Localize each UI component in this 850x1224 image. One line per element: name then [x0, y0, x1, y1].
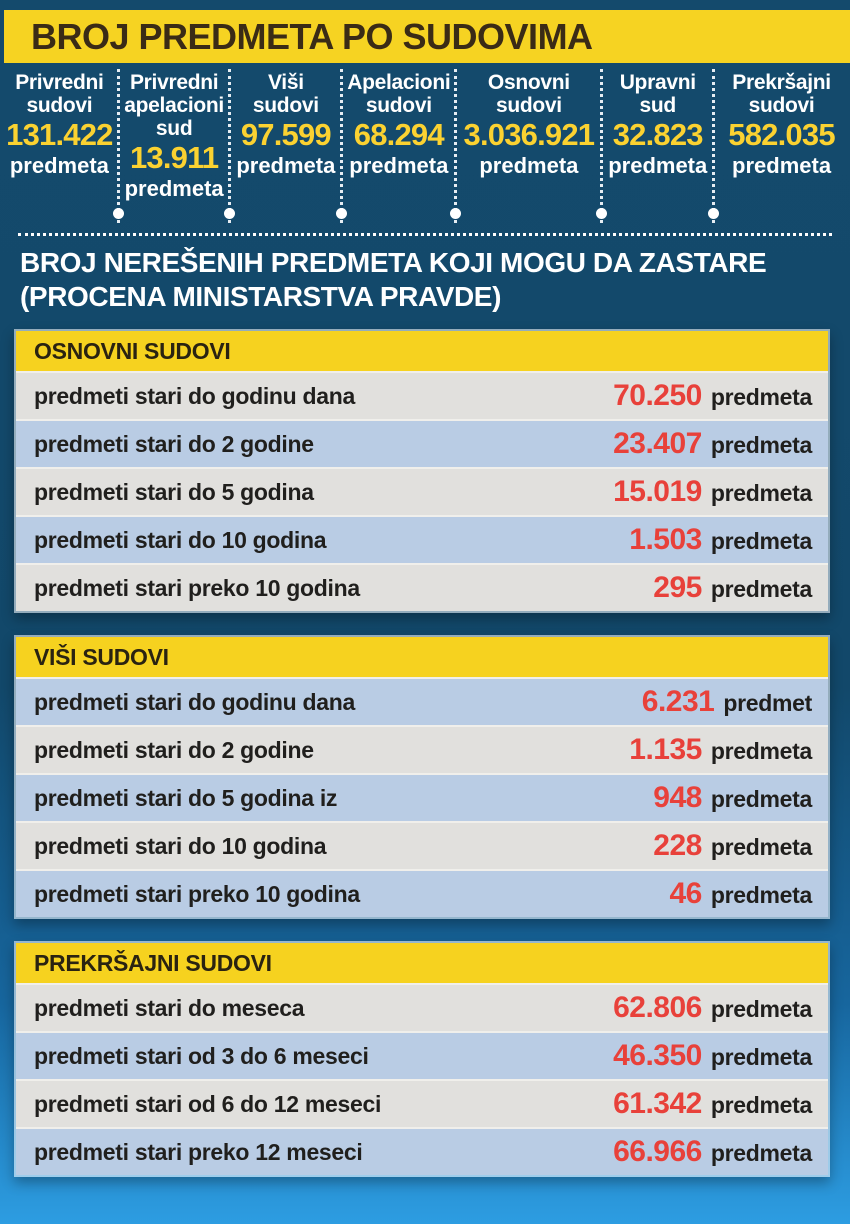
- court-name: Upravni sud: [619, 71, 696, 118]
- table-row: [16, 515, 828, 563]
- court-table: [14, 329, 830, 613]
- row-value-group: [613, 1039, 812, 1073]
- row-unit-label: predmeta: [710, 432, 812, 459]
- divider-dot-icon: [450, 208, 461, 219]
- row-value-group: [642, 685, 812, 719]
- row-label: predmeti stari do 10 godina: [34, 832, 327, 859]
- divider-dot-icon: [708, 208, 719, 219]
- row-unit-label: predmet: [723, 690, 812, 717]
- court-unit-label: predmeta: [236, 152, 336, 178]
- court-stat: [340, 69, 454, 223]
- court-case-count: 3.036.921: [463, 117, 595, 153]
- court-name: Privredni sudovi: [15, 71, 104, 118]
- row-label: predmeti stari do godinu dana: [34, 382, 355, 409]
- row-unit-label: predmeta: [710, 576, 812, 603]
- row-unit-label: predmeta: [710, 996, 812, 1023]
- court-case-count: 32.823: [612, 117, 703, 153]
- row-label: predmeti stari do 2 godine: [34, 736, 314, 763]
- row-case-count: 948: [653, 781, 702, 815]
- section-title-line2: (PROCENA MINISTARSTVA PRAVDE): [20, 280, 501, 312]
- section-title: [20, 246, 830, 313]
- row-label: predmeti stari od 6 do 12 meseci: [34, 1090, 382, 1117]
- dotted-separator: [18, 233, 832, 236]
- court-stat: [2, 69, 117, 223]
- row-value-group: [629, 733, 812, 767]
- table-header: PREKRŠAJNI SUDOVI: [16, 943, 828, 983]
- row-label: predmeti stari preko 10 godina: [34, 574, 360, 601]
- row-unit-label: predmeta: [710, 738, 812, 765]
- court-unit-label: predmeta: [349, 152, 449, 178]
- court-unit-label: predmeta: [479, 152, 579, 178]
- court-case-count: 68.294: [353, 117, 444, 153]
- row-case-count: 1.503: [629, 523, 702, 557]
- row-case-count: 23.407: [613, 427, 702, 461]
- table-row: [16, 677, 828, 725]
- row-case-count: 61.342: [613, 1087, 702, 1121]
- row-case-count: 295: [653, 571, 702, 605]
- divider-dot-icon: [336, 208, 347, 219]
- section-title-line1: BROJ NEREŠENIH PREDMETA KOJI MOGU DA ZASTARE: [20, 247, 767, 278]
- row-value-group: [669, 877, 812, 911]
- row-case-count: 66.966: [613, 1135, 702, 1169]
- court-name: Prekršajni sudovi: [732, 71, 831, 118]
- row-unit-label: predmeta: [710, 834, 812, 861]
- table-row: [16, 371, 828, 419]
- court-stat: [712, 69, 848, 223]
- row-label: predmeti stari do 10 godina: [34, 526, 327, 553]
- table-header: VIŠI SUDOVI: [16, 637, 828, 677]
- row-case-count: 1.135: [629, 733, 702, 767]
- row-unit-label: predmeta: [710, 480, 812, 507]
- row-case-count: 228: [653, 829, 702, 863]
- row-unit-label: predmeta: [710, 786, 812, 813]
- divider-dot-icon: [596, 208, 607, 219]
- court-unit-label: predmeta: [124, 175, 224, 201]
- row-unit-label: predmeta: [710, 1140, 812, 1167]
- table-row: [16, 773, 828, 821]
- row-value-group: [613, 1135, 812, 1169]
- row-label: predmeti stari do meseca: [34, 994, 305, 1021]
- court-stat: [454, 69, 600, 223]
- court-name: Apelacioni sudovi: [347, 71, 451, 118]
- row-value-group: [613, 1087, 812, 1121]
- table-row: [16, 983, 828, 1031]
- row-unit-label: predmeta: [710, 384, 812, 411]
- court-name: Viši sudovi: [252, 71, 319, 118]
- table-row: [16, 1127, 828, 1175]
- row-value-group: [613, 991, 812, 1025]
- row-case-count: 62.806: [613, 991, 702, 1025]
- table-header: OSNOVNI SUDOVI: [16, 331, 828, 371]
- court-case-count: 131.422: [6, 117, 113, 153]
- court-stat: [228, 69, 340, 223]
- row-label: predmeti stari do 2 godine: [34, 430, 314, 457]
- table-row: [16, 419, 828, 467]
- table-row: [16, 869, 828, 917]
- court-unit-label: predmeta: [732, 152, 832, 178]
- row-value-group: [629, 523, 812, 557]
- court-case-count: 97.599: [240, 117, 331, 153]
- row-case-count: 46: [669, 877, 702, 911]
- row-value-group: [613, 379, 812, 413]
- court-case-count: 13.911: [129, 140, 219, 176]
- row-value-group: [653, 781, 812, 815]
- row-case-count: 46.350: [613, 1039, 702, 1073]
- court-table: [14, 635, 830, 919]
- table-row: [16, 1031, 828, 1079]
- row-value-group: [613, 427, 812, 461]
- divider-dot-icon: [224, 208, 235, 219]
- row-value-group: [653, 571, 812, 605]
- row-value-group: [613, 475, 812, 509]
- row-value-group: [653, 829, 812, 863]
- main-title-bar: [4, 10, 850, 63]
- court-unit-label: predmeta: [9, 152, 109, 178]
- court-stat: [600, 69, 712, 223]
- row-unit-label: predmeta: [710, 1092, 812, 1119]
- row-label: predmeti stari preko 12 meseci: [34, 1138, 363, 1165]
- court-stat: [117, 69, 229, 223]
- row-unit-label: predmeta: [710, 528, 812, 555]
- row-label: predmeti stari do godinu dana: [34, 688, 355, 715]
- table-row: [16, 821, 828, 869]
- court-name: Privredni apelacioni sud: [124, 71, 224, 141]
- row-unit-label: predmeta: [710, 1044, 812, 1071]
- row-label: predmeti stari od 3 do 6 meseci: [34, 1042, 369, 1069]
- row-case-count: 15.019: [613, 475, 702, 509]
- court-unit-label: predmeta: [608, 152, 708, 178]
- table-row: [16, 563, 828, 611]
- row-case-count: 6.231: [641, 685, 715, 719]
- row-label: predmeti stari do 5 godina: [34, 478, 314, 505]
- court-table: [14, 941, 830, 1177]
- court-name: Osnovni sudovi: [487, 71, 570, 118]
- page-title: BROJ PREDMETA PO SUDOVIMA: [31, 15, 593, 57]
- row-label: predmeti stari do 5 godina iz: [34, 784, 338, 811]
- tables-container: [14, 329, 830, 1177]
- row-unit-label: predmeta: [710, 882, 812, 909]
- table-row: [16, 725, 828, 773]
- table-row: [16, 467, 828, 515]
- table-row: [16, 1079, 828, 1127]
- row-case-count: 70.250: [613, 379, 702, 413]
- divider-dot-icon: [113, 208, 124, 219]
- court-case-count: 582.035: [728, 117, 835, 153]
- courts-row: [0, 63, 850, 223]
- row-label: predmeti stari preko 10 godina: [34, 880, 360, 907]
